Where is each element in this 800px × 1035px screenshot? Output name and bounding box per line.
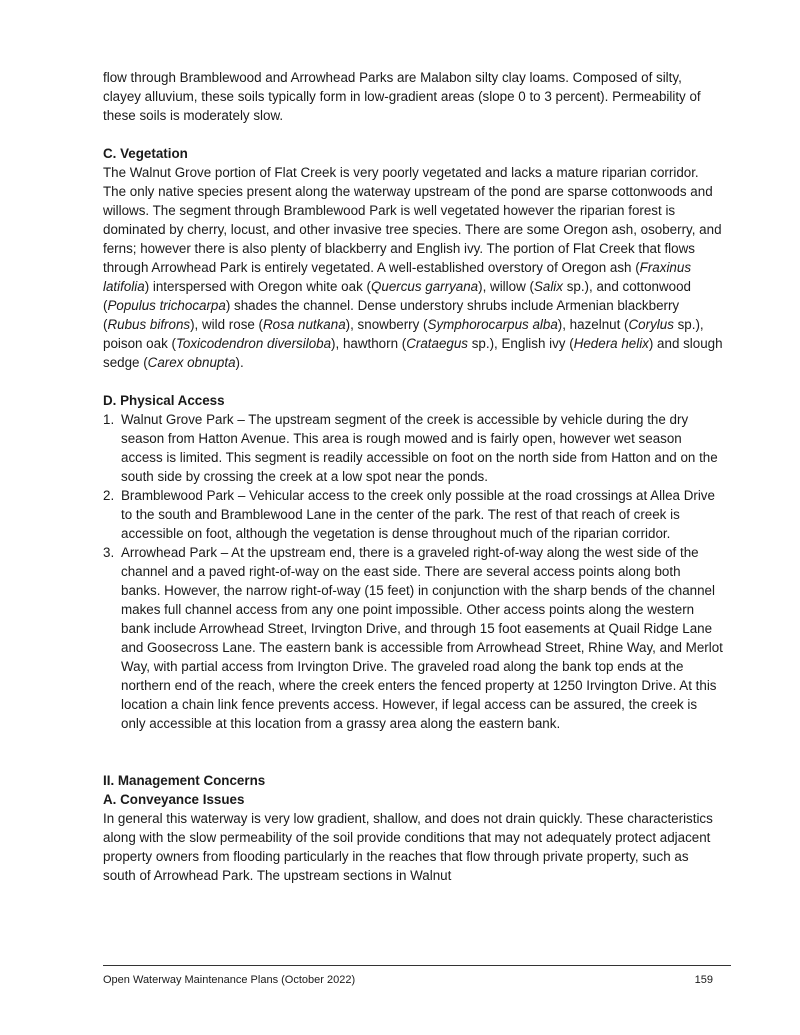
species-name: Fraxinus latifolia [103, 260, 692, 294]
page-footer [103, 973, 713, 987]
species-name: Rosa nutkana [263, 317, 346, 332]
species-name: Salix [533, 279, 563, 294]
species-name: Rubus bifrons [107, 317, 191, 332]
vegetation-heading: C. Vegetation [103, 146, 188, 161]
species-name: Corylus [628, 317, 674, 332]
footer-divider [103, 965, 731, 966]
physical-access-heading: D. Physical Access [103, 393, 225, 408]
species-name: Toxicodendron diversiloba [175, 336, 332, 351]
list-number: 2. [103, 488, 115, 503]
species-name: Populus trichocarpa [107, 298, 226, 313]
list-item-text: Bramblewood Park – Vehicular access to the creek only possible at the road crossings at Allea Drive to the south and Bramblewood Lane in the center of the park. The rest of that reach of creek is accessible on foot, although the vegetation is dense throughout much of the riparian corridor. [121, 488, 715, 541]
footer-title: Open Waterway Maintenance Plans (October 2022) [103, 974, 356, 986]
vegetation-paragraph: The Walnut Grove portion of Flat Creek is very poorly vegetated and lacks a mature riparian corridor. The only native species present along the waterway upstream of the pond are sparse cottonwoods and willows. The segment through Bramblewood Park is well vegetated however the riparian forest is dominated by cherry, locust, and other invasive tree species. There are some Oregon ash, osoberry, and ferns; however there is also plenty of blackberry and English ivy. The portion of Flat Creek that flows through Arrowhead Park is entirely vegetated. A well-established overstory of Oregon ash (Fraxinus latifolia) interspersed with Oregon white oak (Quercus garryana), willow (Salix sp.), and cottonwood (Populus trichocarpa) shades the channel. Dense understory shrubs include Armenian blackberry (Rubus bifrons), wild rose (Rosa nutkana), snowberry (Symphorocarpus alba), hazelnut (Corylus sp.), poison oak (Toxicodendron diversiloba), hawthorn (Crataegus sp.), English ivy (Hedera helix) and slough sedge (Carex obnupta). [103, 165, 723, 370]
species-name: Symphorocarpus alba [427, 317, 558, 332]
list-item-text: Arrowhead Park – At the upstream end, there is a graveled right-of-way along the west side of the channel and a paved right-of-way on the east side. There are several access points along both banks. However, the narrow right-of-way (15 feet) in conjunction with the sharp bends of the channel makes full channel access from any one point impossible. Other access points along the western bank include Arrowhead Street, Irvington Drive, and through 15 foot easements at Quail Ridge Lane and Goosecross Lane. The eastern bank is accessible from Arrowhead Street, Rhine Way, and Merlot Way, with partial access from Irvington Drive. The graveled road along the bank top ends at the northern end of the reach, where the creek enters the fenced property at 1250 Irvington Drive. At this location a chain link fence prevents access. However, if legal access can be assured, the creek is only accessible at this location from a grassy area along the eastern bank. [121, 545, 723, 731]
species-name: Quercus garryana [370, 279, 479, 294]
list-item [103, 410, 723, 486]
page-number: 159 [694, 974, 713, 986]
intro-paragraph: flow through Bramblewood and Arrowhead Parks are Malabon silty clay loams. Composed of silty, clayey alluvium, these soils typically form in low-gradient areas (slope 0 to 3 percent). Permeability of these soils is moderately slow. [103, 70, 701, 123]
list-item [103, 486, 723, 543]
list-item [103, 543, 723, 733]
page-content [103, 68, 723, 885]
list-number: 3. [103, 545, 115, 560]
list-item-text: Walnut Grove Park – The upstream segment of the creek is accessible by vehicle during the dry season from Hatton Avenue. This area is rough mowed and is fairly open, however wet season access is limited. This segment is readily accessible on foot on the north side from Hatton and on the south side by crossing the creek at a low spot near the ponds. [121, 412, 718, 484]
conveyance-paragraph: In general this waterway is very low gradient, shallow, and does not drain quickly. These characteristics along with the slow permeability of the soil provide conditions that may not adequately protect adjacent property owners from flooding particularly in the reaches that flow through private property, such as south of Arrowhead Park. The upstream sections in Walnut [103, 811, 713, 883]
species-name: Hedera helix [573, 336, 649, 351]
list-number: 1. [103, 412, 115, 427]
species-name: Crataegus [406, 336, 469, 351]
management-heading: II. Management Concerns [103, 773, 266, 788]
species-name: Carex obnupta [147, 355, 236, 370]
conveyance-heading: A. Conveyance Issues [103, 792, 245, 807]
access-list [103, 410, 723, 733]
